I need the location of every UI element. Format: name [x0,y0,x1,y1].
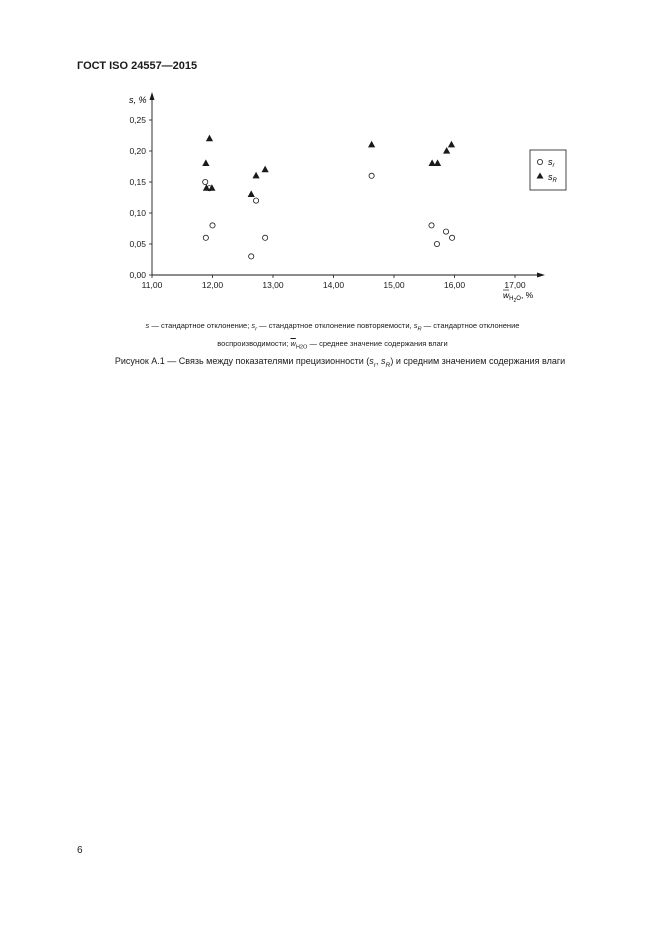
y-tick-label: 0,00 [129,270,146,280]
y-tick-label: 0,10 [129,208,146,218]
legend-sR-label: $s_R$ [548,172,557,184]
y-tick-label: 0,25 [129,115,146,125]
sr-point [434,241,439,246]
legend-sR-marker [537,173,544,179]
y-axis-label [129,95,147,105]
page-number: 6 [77,845,83,856]
data-points [202,135,455,259]
sR-point [206,135,213,142]
x-axis-ticks [142,275,526,290]
sr-point [449,235,454,240]
sr-point [203,235,208,240]
x-tick-label: 17,00 [504,280,526,290]
x-tick-label: 14,00 [322,280,345,290]
chart-axes [150,92,546,278]
sR-point [252,172,259,179]
sR-point [368,141,375,148]
sr-point [443,229,448,234]
note-line-2: воспроизводимости; $\overline{w}_{H2O}$ — среднее значение содержания влаги [217,338,448,350]
x-axis-arrow [537,273,545,278]
sR-point [434,159,441,166]
y-axis-arrow [150,92,155,100]
document-header: ГОСТ ISO 24557—2015 [77,60,198,72]
figure-caption: Рисунок А.1 — Связь между показателями прецизионности ($s_r$, $s_R$) и средним значением содержания влаги [114,356,566,369]
sR-point [202,159,209,166]
y-tick-label: 0,20 [129,146,146,156]
legend-box [530,150,566,190]
y-axis-label-symbol: s, % [129,95,147,105]
sR-point [448,141,455,148]
legend [530,150,566,190]
sr-point [203,179,208,184]
y-tick-label: 0,15 [129,177,146,187]
note-line-1: s — стандартное отклонение; $s_r$ — стандартное отклонение повторяемости, $s_R$ — стандартное отклонение [145,321,520,333]
y-tick-label: 0,05 [129,239,146,249]
x-tick-label: 15,00 [383,280,405,290]
sr-point [253,198,258,203]
scatter-chart [0,0,661,320]
svg-text:wH2O, %: $w_{H2}^O$, % [503,290,534,304]
sr-point [210,223,215,228]
sR-point [262,166,269,173]
x-tick-label: 11,00 [141,280,163,290]
x-tick-label: 16,00 [443,280,466,290]
sr-point [263,235,268,240]
sr-point [249,254,254,259]
y-axis-ticks [129,115,152,280]
sR-point [443,147,450,154]
figure-note [85,319,580,354]
legend-sr-label: $s_r$ [548,157,555,169]
x-axis-label [503,290,534,304]
sR-point [248,190,255,197]
x-tick-label: 13,00 [262,280,284,290]
sr-point [369,173,374,178]
sr-point [429,223,434,228]
legend-sr-marker [537,159,542,164]
x-tick-label: 12,00 [201,280,224,290]
